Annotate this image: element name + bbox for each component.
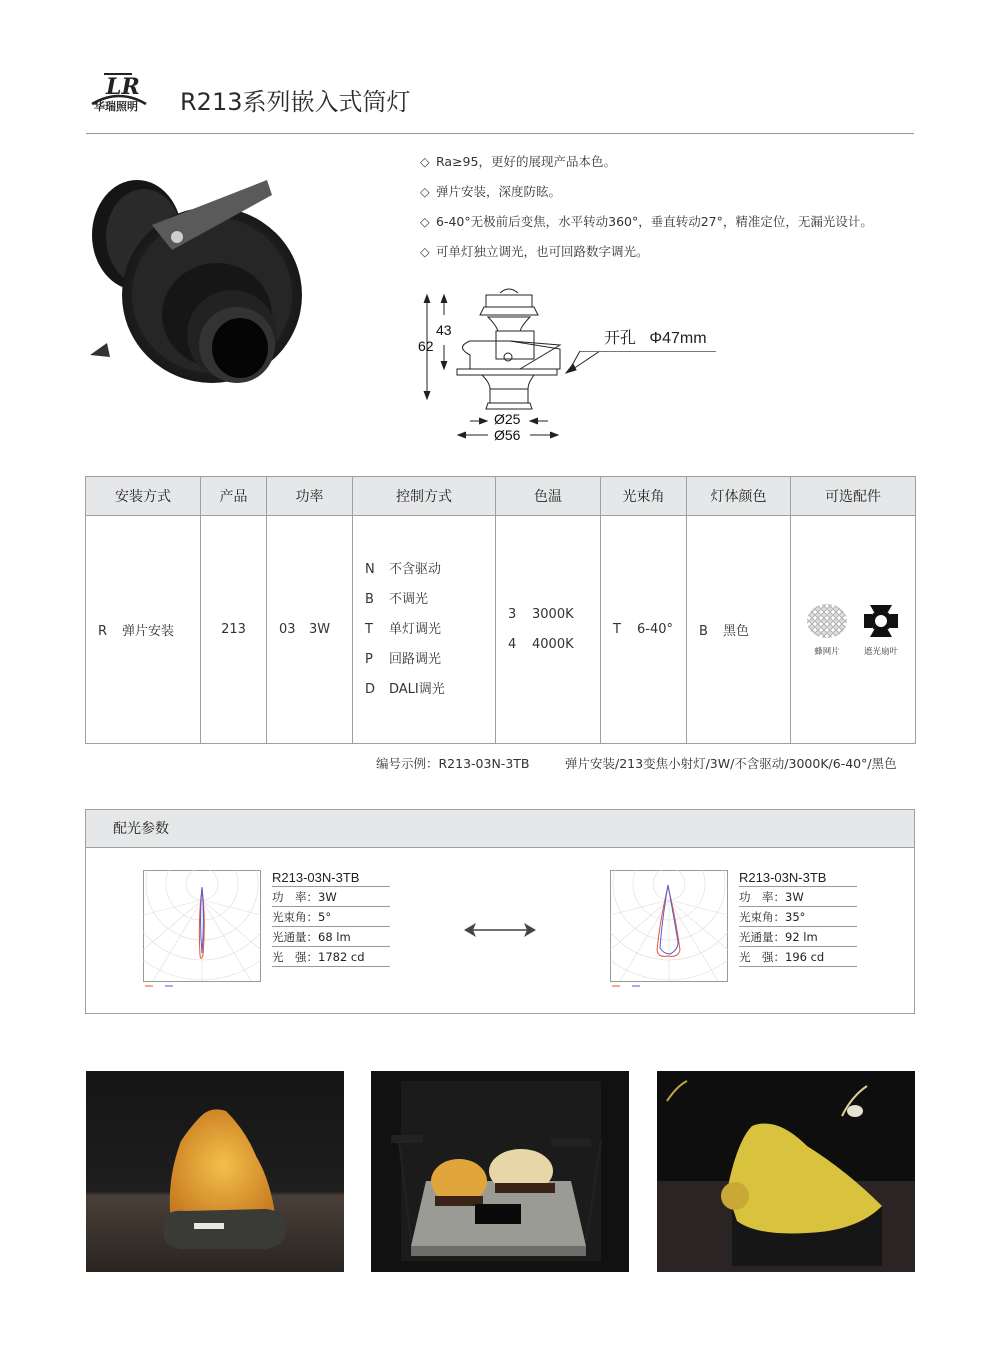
diameter-inner-label: Ø25 — [494, 411, 521, 427]
product-cell: 213 — [201, 516, 267, 744]
header-beam: 光束角 — [601, 477, 687, 516]
header-accessories: 可选配件 — [791, 477, 916, 516]
application-photo-1 — [86, 1071, 344, 1272]
height-total-label: 62 — [418, 338, 434, 354]
header-cct: 色温 — [496, 477, 601, 516]
header-product: 产品 — [201, 477, 267, 516]
accessories-cell — [791, 516, 916, 744]
param-beam-angle: 光束角：5° — [272, 907, 390, 927]
double-arrow-icon — [462, 921, 538, 939]
diameter-outer-label: Ø56 — [494, 427, 521, 443]
application-photo-2 — [371, 1071, 629, 1272]
example-description: 弹片安装/213变焦小射灯/3W/不含驱动/3000K/6-40°/黑色 — [565, 756, 897, 771]
feature-item: ◇ 弹片安装，深度防眩。 — [420, 182, 873, 212]
power-cell: 03 3W — [267, 516, 353, 744]
control-option: P 回路调光 — [365, 651, 442, 667]
param-intensity: 光 强：1782 cd — [272, 947, 390, 967]
polar-chart-wide — [610, 870, 728, 988]
svg-text:LR: LR — [106, 74, 140, 100]
feature-list — [420, 152, 873, 272]
param-beam-angle: 光束角：35° — [739, 907, 857, 927]
diamond-bullet-icon: ◇ — [420, 154, 430, 169]
table-row — [86, 516, 916, 744]
control-option: B 不调光 — [365, 591, 429, 607]
params-wide — [739, 869, 857, 967]
height-body-label: 43 — [436, 322, 452, 338]
control-cell — [353, 516, 496, 744]
diamond-bullet-icon: ◇ — [420, 214, 430, 229]
diamond-bullet-icon: ◇ — [420, 244, 430, 259]
feature-item: ◇ Ra≥95，更好的展现产品本色。 — [420, 152, 873, 182]
feature-item: ◇ 可单灯独立调光，也可回路数字调光。 — [420, 242, 873, 272]
param-power: 功 率：3W — [272, 887, 390, 907]
pointer-line — [580, 351, 716, 352]
page-title: R213系列嵌入式筒灯 — [180, 88, 411, 116]
param-flux: 光通量：92 lm — [739, 927, 857, 947]
beam-cell: T 6-40° — [601, 516, 687, 744]
accessory-barn-door: 遮光扇叶 — [862, 603, 900, 657]
params-narrow — [272, 869, 390, 967]
param-power: 功 率：3W — [739, 887, 857, 907]
light-distribution-title: 配光参数 — [86, 810, 914, 848]
cct-option: 4 4000K — [508, 636, 574, 652]
cct-cell — [496, 516, 601, 744]
color-cell: B 黑色 — [687, 516, 791, 744]
spec-table — [85, 476, 916, 744]
barn-door-icon — [862, 603, 900, 639]
page-header — [86, 64, 914, 134]
example-code: 编号示例：R213-03N-3TB — [376, 756, 530, 771]
honeycomb-icon — [806, 603, 848, 639]
control-option: D DALI调光 — [365, 681, 445, 697]
product-photo — [82, 165, 307, 400]
control-option: T 单灯调光 — [365, 621, 442, 637]
table-header-row — [86, 477, 916, 516]
header-power: 功率 — [267, 477, 353, 516]
hole-label: 开孔 Φ47mm — [604, 330, 707, 347]
dimension-diagram — [410, 285, 730, 445]
polar-chart-narrow — [143, 870, 261, 988]
model-number: R213-03N-3TB — [739, 869, 857, 887]
diamond-bullet-icon: ◇ — [420, 184, 430, 199]
param-flux: 光通量：68 lm — [272, 927, 390, 947]
brand-name: 华瑞照明 — [94, 100, 138, 113]
param-intensity: 光 强：196 cd — [739, 947, 857, 967]
application-photo-3 — [657, 1071, 915, 1272]
control-option: N 不含驱动 — [365, 561, 442, 577]
install-cell: R 弹片安装 — [86, 516, 201, 744]
feature-item: ◇ 6-40°无极前后变焦，水平转动360°，垂直转动27°，精准定位，无漏光设计。 — [420, 212, 873, 242]
header-color: 灯体颜色 — [687, 477, 791, 516]
accessory-honeycomb: 蜂网片 — [806, 603, 848, 657]
header-control: 控制方式 — [353, 477, 496, 516]
header-install: 安装方式 — [86, 477, 201, 516]
model-number: R213-03N-3TB — [272, 869, 390, 887]
cct-option: 3 3000K — [508, 606, 574, 622]
